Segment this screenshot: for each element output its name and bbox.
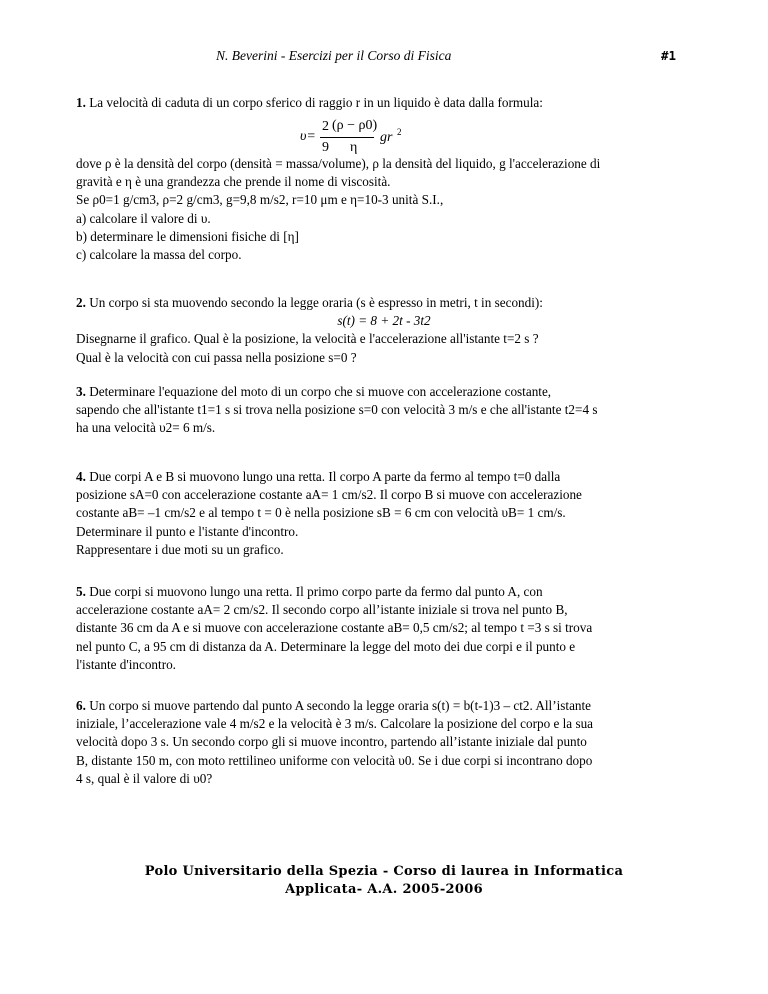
ex1-line3: Se ρ0=1 g/cm3, ρ=2 g/cm3, g=9,8 m/s2, r=10 μm e η=10-3 unità S.I., [76,192,444,208]
footer-line2: Applicata- A.A. 2005-2006 [285,882,483,897]
ex4-line3: costante aB= –1 cm/s2 e al tempo t = 0 è nella posizione sB = 6 cm con velocità υB= 1 cm/s. [76,505,566,521]
ex5-line4: nel punto C, a 95 cm di distanza da A. Determinare la legge del moto dei due corpi e il punto e [76,638,576,654]
ex2-number: 2. [76,295,86,310]
ex3-line3: ha una velocità υ2= 6 m/s. [76,420,216,436]
ex3-line2: sapendo che all'istante t1=1 s si trova nella posizione s=0 con velocità 3 m/s e che all'istante t2=4 s [76,402,598,418]
ex5-line3: distante 36 cm da A e si muove con accelerazione costante aB= 0,5 cm/s2; al tempo t =3 s si trova [76,620,593,636]
ex1-number: 1. [76,95,86,110]
ex2-block [76,294,692,367]
ex4-block [76,468,692,559]
ex5-line2: accelerazione costante aA= 2 cm/s2. Il secondo corpo all’istante iniziale si trova nel punto B, [76,602,568,618]
page-number: #1 [660,48,676,63]
formula-frac-den: η [350,140,358,155]
ex2-equation: s(t) = 8 + 2t - 3t2 [337,313,431,329]
footer-line1: Polo Universitario della Spezia - Corso di laurea in Informatica [144,864,624,879]
formula-lhs: υ= [300,129,316,144]
ex1-item-a: a) calcolare il valore di υ. [76,210,211,226]
ex4-line2: posizione sA=0 con accelerazione costante aA= 1 cm/s2. Il corpo B si muove con accelerazione [76,487,582,503]
page-footer [76,863,692,899]
ex1-intro [76,94,692,112]
ex1-intro-text: La velocità di caduta di un corpo sferico di raggio r in un liquido è data dalla formula: [89,95,543,110]
ex2-intro: Un corpo si sta muovendo secondo la legge oraria (s è espresso in metri, t in secondi): [89,295,543,310]
ex5-number: 5. [76,584,86,599]
ex6-line5: 4 s, qual è il valore di υ0? [76,770,213,786]
ex1-body [76,155,692,264]
ex4-line5: Rappresentare i due moti su un grafico. [76,541,284,557]
ex4-line4: Determinare il punto e l'istante d'incontro. [76,523,299,539]
formula-tail: gr [380,130,393,145]
ex1-line1: dove ρ è la densità del corpo (densità = massa/volume), ρ la densità del liquido, g l'accelerazione di [76,156,601,171]
ex6-line2: iniziale, l’accelerazione vale 4 m/s2 e la velocità è 3 m/s. Calcolare la posizione del corpo e la sua [76,716,594,732]
ex2-line2: Qual è la velocità con cui passa nella posizione s=0 ? [76,349,357,365]
ex1-item-c: c) calcolare la massa del corpo. [76,247,242,263]
ex6-block [76,697,692,788]
formula-fraction-bar [320,137,374,138]
formula-frac-num: (ρ − ρ0) [332,118,378,133]
ex1-line2: gravità e η è una grandezza che prende il nome di viscosità. [76,174,391,190]
velocity-formula [300,118,540,158]
ex3-line1: Determinare l'equazione del moto di un corpo che si muove con accelerazione costante, [89,384,552,399]
ex6-line3: velocità dopo 3 s. Un secondo corpo gli si muove incontro, partendo all’istante iniziale dal punto [76,734,587,750]
ex6-line4: B, distante 150 m, con moto rettilineo uniforme con velocità υ0. Se i due corpi si incontrano dopo [76,752,593,768]
ex3-block [76,383,692,438]
ex4-number: 4. [76,469,86,484]
formula-coef-den: 9 [322,140,329,155]
ex4-line1: Due corpi A e B si muovono lungo una retta. Il corpo A parte da fermo al tempo t=0 dalla [89,469,561,484]
ex5-line1: Due corpi si muovono lungo una retta. Il primo corpo parte da fermo dal punto A, con [89,584,543,599]
header-title: N. Beverini - Esercizi per il Corso di Fisica [216,48,452,63]
ex6-number: 6. [76,698,86,713]
ex6-line1: Un corpo si muove partendo dal punto A secondo la legge oraria s(t) = b(t-1)3 – ct2. All’istante [89,698,592,713]
ex5-line5: l'istante d'incontro. [76,656,176,672]
ex1-item-b: b) determinare le dimensioni fisiche di [η] [76,228,299,244]
ex2-line1: Disegnarne il grafico. Qual è la posizione, la velocità e l'accelerazione all'istante t=2 s ? [76,331,539,347]
formula-coef-num: 2 [322,119,329,134]
page-header [76,47,680,67]
ex3-number: 3. [76,384,86,399]
ex5-block [76,583,692,674]
formula-exponent: 2 [397,127,402,137]
